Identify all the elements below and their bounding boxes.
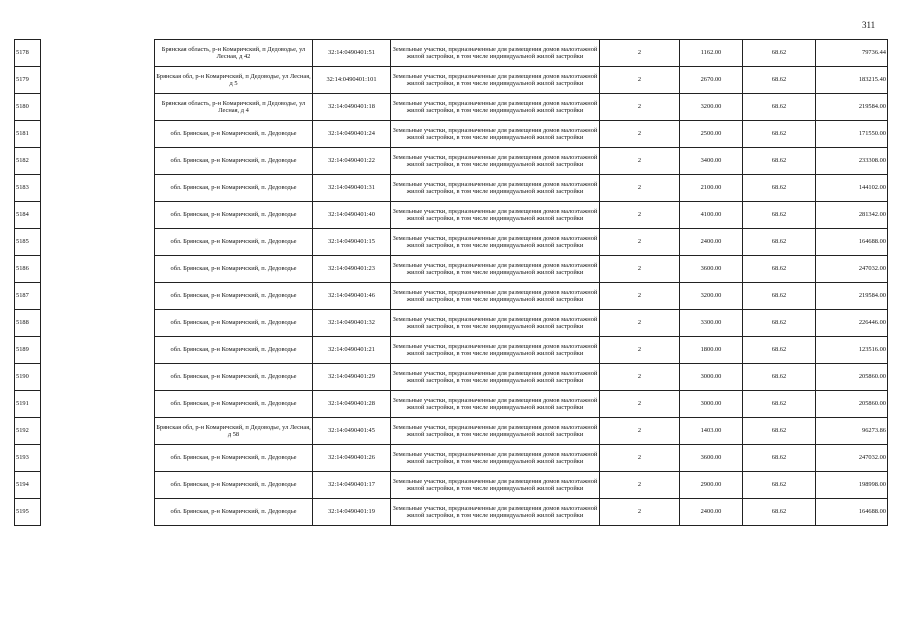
table-row xyxy=(15,121,888,148)
table-row xyxy=(15,148,888,175)
group-cell: 2 xyxy=(600,148,680,175)
land-use-cell: Земельные участки, предназначенные для размещения домов малоэтажной жилой застройки, в том числе индивидуальной жилой застройки xyxy=(391,283,600,310)
blank-column-cell xyxy=(41,40,155,67)
table-row xyxy=(15,40,888,67)
specific-value-cell: 68.62 xyxy=(743,418,816,445)
cadastral-number-cell: 32:14:0490401:17 xyxy=(313,472,391,499)
table-row xyxy=(15,283,888,310)
table-row xyxy=(15,391,888,418)
land-use-cell: Земельные участки, предназначенные для размещения домов малоэтажной жилой застройки, в том числе индивидуальной жилой застройки xyxy=(391,148,600,175)
cadastral-number-cell: 32:14:0490401:22 xyxy=(313,148,391,175)
table-row xyxy=(15,67,888,94)
land-use-cell: Земельные участки, предназначенные для размещения домов малоэтажной жилой застройки, в том числе индивидуальной жилой застройки xyxy=(391,337,600,364)
area-cell: 3200.00 xyxy=(680,283,743,310)
blank-column-cell xyxy=(41,445,155,472)
cadastral-value-cell: 219584.00 xyxy=(816,94,888,121)
cadastral-number-cell: 32:14:0490401:45 xyxy=(313,418,391,445)
address-cell: обл. Брянская, р-н Комаричский, п. Дедоводье xyxy=(155,310,313,337)
specific-value-cell: 68.62 xyxy=(743,283,816,310)
blank-column-cell xyxy=(41,256,155,283)
group-cell: 2 xyxy=(600,310,680,337)
address-cell: обл. Брянская, р-н Комаричский, п. Дедоводье xyxy=(155,256,313,283)
cadastral-value-cell: 281342.00 xyxy=(816,202,888,229)
table-row xyxy=(15,364,888,391)
cadastral-value-cell: 164688.00 xyxy=(816,229,888,256)
address-cell: обл. Брянская, р-н Комаричский, п. Дедоводье xyxy=(155,229,313,256)
area-cell: 3200.00 xyxy=(680,94,743,121)
group-cell: 2 xyxy=(600,175,680,202)
address-cell: обл. Брянская, р-н Комаричский, п. Дедоводье xyxy=(155,445,313,472)
group-cell: 2 xyxy=(600,364,680,391)
land-use-cell: Земельные участки, предназначенные для размещения домов малоэтажной жилой застройки, в том числе индивидуальной жилой застройки xyxy=(391,256,600,283)
area-cell: 3300.00 xyxy=(680,310,743,337)
land-use-cell: Земельные участки, предназначенные для размещения домов малоэтажной жилой застройки, в том числе индивидуальной жилой застройки xyxy=(391,229,600,256)
table-row xyxy=(15,175,888,202)
group-cell: 2 xyxy=(600,391,680,418)
cadastral-number-cell: 32:14:0490401:28 xyxy=(313,391,391,418)
area-cell: 2670.00 xyxy=(680,67,743,94)
group-cell: 2 xyxy=(600,472,680,499)
cadastral-value-cell: 171550.00 xyxy=(816,121,888,148)
specific-value-cell: 68.62 xyxy=(743,94,816,121)
specific-value-cell: 68.62 xyxy=(743,499,816,526)
row-number-cell: 5178 xyxy=(15,40,41,67)
cadastral-value-cell: 247032.00 xyxy=(816,445,888,472)
area-cell: 1800.00 xyxy=(680,337,743,364)
specific-value-cell: 68.62 xyxy=(743,175,816,202)
address-cell: обл. Брянская, р-н Комаричский, п. Дедоводье xyxy=(155,391,313,418)
row-number-cell: 5191 xyxy=(15,391,41,418)
address-cell: Брянская область, р-н Комаричский, п Дедоводье, ул Лесная, д 42 xyxy=(155,40,313,67)
area-cell: 2500.00 xyxy=(680,121,743,148)
group-cell: 2 xyxy=(600,256,680,283)
cadastral-value-cell: 219584.00 xyxy=(816,283,888,310)
area-cell: 4100.00 xyxy=(680,202,743,229)
blank-column-cell xyxy=(41,175,155,202)
specific-value-cell: 68.62 xyxy=(743,202,816,229)
cadastral-number-cell: 32:14:0490401:101 xyxy=(313,67,391,94)
specific-value-cell: 68.62 xyxy=(743,472,816,499)
area-cell: 3600.00 xyxy=(680,445,743,472)
row-number-cell: 5189 xyxy=(15,337,41,364)
cadastral-value-cell: 233308.00 xyxy=(816,148,888,175)
area-cell: 3400.00 xyxy=(680,148,743,175)
land-use-cell: Земельные участки, предназначенные для размещения домов малоэтажной жилой застройки, в том числе индивидуальной жилой застройки xyxy=(391,40,600,67)
land-use-cell: Земельные участки, предназначенные для размещения домов малоэтажной жилой застройки, в том числе индивидуальной жилой застройки xyxy=(391,418,600,445)
address-cell: обл. Брянская, р-н Комаричский, п. Дедоводье xyxy=(155,472,313,499)
blank-column-cell xyxy=(41,148,155,175)
blank-column-cell xyxy=(41,121,155,148)
cadastral-number-cell: 32:14:0490401:15 xyxy=(313,229,391,256)
blank-column-cell xyxy=(41,310,155,337)
cadastral-number-cell: 32:14:0490401:26 xyxy=(313,445,391,472)
specific-value-cell: 68.62 xyxy=(743,364,816,391)
row-number-cell: 5188 xyxy=(15,310,41,337)
area-cell: 3600.00 xyxy=(680,256,743,283)
address-cell: обл. Брянская, р-н Комаричский, п. Дедоводье xyxy=(155,121,313,148)
blank-column-cell xyxy=(41,337,155,364)
row-number-cell: 5193 xyxy=(15,445,41,472)
blank-column-cell xyxy=(41,391,155,418)
area-cell: 3000.00 xyxy=(680,364,743,391)
cadastral-number-cell: 32:14:0490401:51 xyxy=(313,40,391,67)
cadastral-value-table xyxy=(14,39,888,526)
address-cell: Брянская обл, р-н Комаричский, п Дедоводье, ул Лесная, д 58 xyxy=(155,418,313,445)
group-cell: 2 xyxy=(600,121,680,148)
group-cell: 2 xyxy=(600,202,680,229)
group-cell: 2 xyxy=(600,337,680,364)
land-use-cell: Земельные участки, предназначенные для размещения домов малоэтажной жилой застройки, в том числе индивидуальной жилой застройки xyxy=(391,175,600,202)
area-cell: 1162.00 xyxy=(680,40,743,67)
specific-value-cell: 68.62 xyxy=(743,121,816,148)
table-row xyxy=(15,256,888,283)
row-number-cell: 5182 xyxy=(15,148,41,175)
land-use-cell: Земельные участки, предназначенные для размещения домов малоэтажной жилой застройки, в том числе индивидуальной жилой застройки xyxy=(391,202,600,229)
cadastral-value-cell: 96273.86 xyxy=(816,418,888,445)
group-cell: 2 xyxy=(600,40,680,67)
land-use-cell: Земельные участки, предназначенные для размещения домов малоэтажной жилой застройки, в том числе индивидуальной жилой застройки xyxy=(391,364,600,391)
land-use-cell: Земельные участки, предназначенные для размещения домов малоэтажной жилой застройки, в том числе индивидуальной жилой застройки xyxy=(391,499,600,526)
cadastral-value-cell: 205860.00 xyxy=(816,391,888,418)
table-row xyxy=(15,472,888,499)
cadastral-number-cell: 32:14:0490401:40 xyxy=(313,202,391,229)
group-cell: 2 xyxy=(600,283,680,310)
cadastral-value-cell: 144102.00 xyxy=(816,175,888,202)
page-number: 311 xyxy=(862,20,876,30)
row-number-cell: 5194 xyxy=(15,472,41,499)
table-row xyxy=(15,337,888,364)
cadastral-value-cell: 164688.00 xyxy=(816,499,888,526)
group-cell: 2 xyxy=(600,229,680,256)
blank-column-cell xyxy=(41,67,155,94)
land-use-cell: Земельные участки, предназначенные для размещения домов малоэтажной жилой застройки, в том числе индивидуальной жилой застройки xyxy=(391,445,600,472)
specific-value-cell: 68.62 xyxy=(743,445,816,472)
cadastral-value-cell: 123516.00 xyxy=(816,337,888,364)
table-row xyxy=(15,94,888,121)
cadastral-number-cell: 32:14:0490401:18 xyxy=(313,94,391,121)
address-cell: Брянская обл, р-н Комаричский, п Дедоводье, ул Лесная, д 5 xyxy=(155,67,313,94)
specific-value-cell: 68.62 xyxy=(743,310,816,337)
specific-value-cell: 68.62 xyxy=(743,148,816,175)
group-cell: 2 xyxy=(600,94,680,121)
address-cell: обл. Брянская, р-н Комаричский, п. Дедоводье xyxy=(155,148,313,175)
table-row xyxy=(15,310,888,337)
row-number-cell: 5183 xyxy=(15,175,41,202)
cadastral-value-cell: 205860.00 xyxy=(816,364,888,391)
specific-value-cell: 68.62 xyxy=(743,337,816,364)
specific-value-cell: 68.62 xyxy=(743,229,816,256)
area-cell: 2400.00 xyxy=(680,229,743,256)
row-number-cell: 5192 xyxy=(15,418,41,445)
land-use-cell: Земельные участки, предназначенные для размещения домов малоэтажной жилой застройки, в том числе индивидуальной жилой застройки xyxy=(391,94,600,121)
area-cell: 1403.00 xyxy=(680,418,743,445)
blank-column-cell xyxy=(41,283,155,310)
specific-value-cell: 68.62 xyxy=(743,256,816,283)
blank-column-cell xyxy=(41,229,155,256)
table-row xyxy=(15,229,888,256)
group-cell: 2 xyxy=(600,445,680,472)
table-body xyxy=(15,40,888,526)
land-use-cell: Земельные участки, предназначенные для размещения домов малоэтажной жилой застройки, в том числе индивидуальной жилой застройки xyxy=(391,121,600,148)
land-use-cell: Земельные участки, предназначенные для размещения домов малоэтажной жилой застройки, в том числе индивидуальной жилой застройки xyxy=(391,391,600,418)
row-number-cell: 5186 xyxy=(15,256,41,283)
table-row xyxy=(15,499,888,526)
land-use-cell: Земельные участки, предназначенные для размещения домов малоэтажной жилой застройки, в том числе индивидуальной жилой застройки xyxy=(391,67,600,94)
row-number-cell: 5184 xyxy=(15,202,41,229)
area-cell: 2900.00 xyxy=(680,472,743,499)
address-cell: обл. Брянская, р-н Комаричский, п. Дедоводье xyxy=(155,499,313,526)
area-cell: 3000.00 xyxy=(680,391,743,418)
cadastral-number-cell: 32:14:0490401:29 xyxy=(313,364,391,391)
specific-value-cell: 68.62 xyxy=(743,67,816,94)
blank-column-cell xyxy=(41,202,155,229)
row-number-cell: 5179 xyxy=(15,67,41,94)
area-cell: 2100.00 xyxy=(680,175,743,202)
blank-column-cell xyxy=(41,94,155,121)
group-cell: 2 xyxy=(600,418,680,445)
land-use-cell: Земельные участки, предназначенные для размещения домов малоэтажной жилой застройки, в том числе индивидуальной жилой застройки xyxy=(391,310,600,337)
address-cell: обл. Брянская, р-н Комаричский, п. Дедоводье xyxy=(155,364,313,391)
cadastral-number-cell: 32:14:0490401:31 xyxy=(313,175,391,202)
cadastral-number-cell: 32:14:0490401:46 xyxy=(313,283,391,310)
blank-column-cell xyxy=(41,418,155,445)
area-cell: 2400.00 xyxy=(680,499,743,526)
land-use-cell: Земельные участки, предназначенные для размещения домов малоэтажной жилой застройки, в том числе индивидуальной жилой застройки xyxy=(391,472,600,499)
cadastral-number-cell: 32:14:0490401:19 xyxy=(313,499,391,526)
address-cell: обл. Брянская, р-н Комаричский, п. Дедоводье xyxy=(155,283,313,310)
cadastral-value-cell: 183215.40 xyxy=(816,67,888,94)
blank-column-cell xyxy=(41,472,155,499)
row-number-cell: 5185 xyxy=(15,229,41,256)
blank-column-cell xyxy=(41,499,155,526)
cadastral-value-cell: 247032.00 xyxy=(816,256,888,283)
row-number-cell: 5187 xyxy=(15,283,41,310)
cadastral-value-cell: 79736.44 xyxy=(816,40,888,67)
blank-column-cell xyxy=(41,364,155,391)
row-number-cell: 5180 xyxy=(15,94,41,121)
row-number-cell: 5181 xyxy=(15,121,41,148)
row-number-cell: 5195 xyxy=(15,499,41,526)
group-cell: 2 xyxy=(600,67,680,94)
cadastral-number-cell: 32:14:0490401:32 xyxy=(313,310,391,337)
table-row xyxy=(15,418,888,445)
table-row xyxy=(15,445,888,472)
row-number-cell: 5190 xyxy=(15,364,41,391)
address-cell: Брянская область, р-н Комаричский, п Дедоводье, ул Лесная, д 4 xyxy=(155,94,313,121)
address-cell: обл. Брянская, р-н Комаричский, п. Дедоводье xyxy=(155,202,313,229)
table-row xyxy=(15,202,888,229)
specific-value-cell: 68.62 xyxy=(743,40,816,67)
cadastral-number-cell: 32:14:0490401:21 xyxy=(313,337,391,364)
cadastral-number-cell: 32:14:0490401:24 xyxy=(313,121,391,148)
address-cell: обл. Брянская, р-н Комаричский, п. Дедоводье xyxy=(155,175,313,202)
group-cell: 2 xyxy=(600,499,680,526)
specific-value-cell: 68.62 xyxy=(743,391,816,418)
cadastral-value-cell: 198998.00 xyxy=(816,472,888,499)
cadastral-value-cell: 226446.00 xyxy=(816,310,888,337)
address-cell: обл. Брянская, р-н Комаричский, п. Дедоводье xyxy=(155,337,313,364)
cadastral-number-cell: 32:14:0490401:23 xyxy=(313,256,391,283)
